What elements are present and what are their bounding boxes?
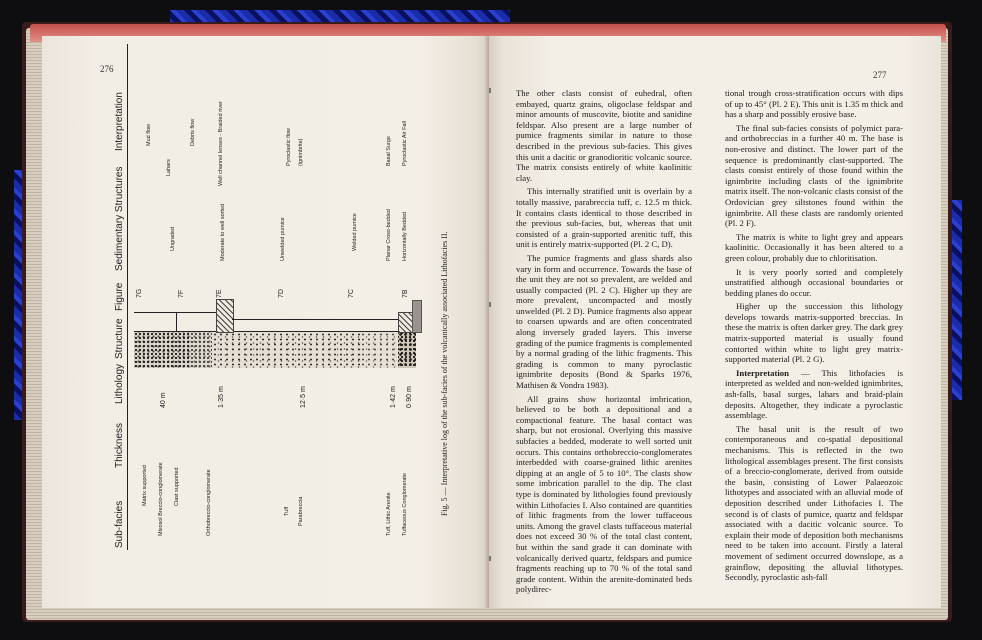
paragraph-text: The pumice fragments and glass shards also vary in form and occurrence. Towards the base of the unit they are not so prevalent, are welded and usually compacted (Pl. 2 C). Higher up they are more prevalent, uncompacted and mostly unwelded (Pl. 2 D). Pumice fragments also appear to coarsen upwards and are often concentrated along inversely graded layers. This inverse grading of the pumice fragments is complemented by a normal grading of the lithic fragments. This grading is common to many pyroclastic ignimbrite deposits (Bond & Sparks 1976, Mathisen & Vondra 1983). xyxy=(516,252,692,391)
right-page xyxy=(489,36,941,608)
figure-label-7e: 7E xyxy=(216,289,223,298)
paragraph xyxy=(725,301,903,365)
structure-cross-bedded xyxy=(216,299,234,333)
interp-mud-flow: Mud flow xyxy=(146,123,152,146)
paragraph xyxy=(725,368,903,421)
paragraph xyxy=(725,424,903,583)
thickness-1-35m: 1·35 m xyxy=(218,386,225,408)
lithology-breccio-conglomerate xyxy=(134,332,190,368)
interp-ignimbrite: (ignimbrite) xyxy=(298,138,304,166)
paragraph-text: This internally stratified unit is overlain by a totally massive, parabreccia tuff, c. 12.5 m thick. It contains clasts identical to those described in the previous sub-facies, but, whereas that unit consisted of a grain-supported arenitic tuff, this unit is entirely matrix-supported (Pl. 2 C, D). xyxy=(516,186,692,250)
structure-profile-3 xyxy=(176,312,216,313)
figure-label-7d: 7D xyxy=(278,289,285,298)
text-column-2 xyxy=(725,88,903,586)
figure-label-7g: 7G xyxy=(136,288,143,298)
header-lithology: Lithology xyxy=(114,363,125,404)
header-sedimentary-structures: Sedimentary Structures xyxy=(114,166,125,271)
thickness-1-42m: 1·42 m xyxy=(390,386,397,408)
figure-label-7c: 7C xyxy=(348,289,355,298)
figure-label-7f: 7F xyxy=(178,289,185,298)
subfacies-matrix-supported: Matrix supported xyxy=(142,465,148,506)
subfacies-mixosol-breccio: Mixosol Breccio-conglomerate xyxy=(158,462,164,536)
paragraph-text: The final sub-facies consists of polymict para- and orthobreccias in a further 40 m. The base is non-erosive and distinct. The lower part of the sequence is predominantly clast-supported. The clasts consist entirely of those found within the ignimbrite including clasts of the ignimbrite matrix itself. The non-volcanic clasts consist of the Ordovician grey siltstones found within the ignimbrite. All these clasts are randomly oriented (Pl. 2 F). xyxy=(725,122,903,229)
text-column-1 xyxy=(516,88,692,598)
header-figure: Figure xyxy=(114,282,125,311)
sed-planar-cross-bedded: Planar Cross-bedded xyxy=(386,209,392,261)
structure-air-fall xyxy=(412,300,422,333)
paragraph-text: tional trough cross-stratification occurs with dips of up to 45° (Pl. 2 E). This unit is 1.35 m thick and has a sharp and possibly erosive base. xyxy=(725,88,903,120)
paragraph-text: The matrix is white to light grey and appears kaolinitic. Occasionally it has been altered to a green colour, probably due to chloritisation. xyxy=(725,231,903,263)
structure-profile-4 xyxy=(232,319,398,320)
subfacies-tuff-lithic-arenite: Tuff, Lithic Arenite xyxy=(386,492,392,536)
lithology-lithic-arenite xyxy=(398,332,416,368)
header-thickness: Thickness xyxy=(114,422,125,468)
paragraph-lead: Interpretation xyxy=(736,367,789,378)
sed-unwelded-pumice: Unwelded pumice xyxy=(280,217,286,261)
paragraph xyxy=(516,394,692,595)
header-interpretation: Interpretation xyxy=(114,92,125,151)
subfacies-tuffaceous-conglomerate: Tuffaceous Conglomerate xyxy=(402,473,408,536)
interp-air-fall: Pyroclastic Air Fall xyxy=(402,121,408,166)
header-structure: Structure xyxy=(114,318,125,359)
interp-pyroclastic-flow: Pyroclastic flow xyxy=(286,128,292,166)
interp-lahars: Lahars xyxy=(166,159,172,176)
structure-profile-1 xyxy=(134,312,176,313)
lithology-tuff-parabreccia xyxy=(212,332,360,368)
lithology-tuff-lower xyxy=(360,332,398,368)
lithology-log-figure xyxy=(52,36,472,566)
paragraph xyxy=(725,88,903,120)
paragraph-text: — This lithofacies is interpreted as welded and non-welded ignimbrites, ash-falls, basal surges, lahars and braid-plain deposits. Altogether, they indicate a pyroclastic assemblage. xyxy=(725,367,903,421)
page-number-left: 276 xyxy=(100,64,114,74)
paragraph xyxy=(516,253,692,391)
page-mark xyxy=(489,556,491,561)
structure-profile-2 xyxy=(176,312,177,332)
paragraph xyxy=(516,88,692,183)
paragraph-text: The basal unit is the result of two contemporaneous and co-spatial depositional mechanisms. This is reflected in the two lithological assemblages present. The first consists of a breccio-conglomerate, derived from outside the basin, consisting of Lower Palaeozoic lithotypes and associated with an alluvial mode of deposition described under Lithofacies I. The second is of clasts of pumice, quartz and feldspar associated with a dacitic volcanic source. To explain their mode of deposition both mechanisms need to be taken into account. Firstly a lateral movement of sediment occurred downslope, as a grainflow, depositing the alluvial lithotypes. Secondly, pyroclastic ash-fall xyxy=(725,423,903,583)
sed-welded-pumice: Welded pumice xyxy=(352,213,358,251)
sed-moderate-well-sorted: Moderate to well sorted xyxy=(220,203,226,261)
left-page xyxy=(42,36,489,608)
subfacies-clast-supported: Clast supported xyxy=(174,467,180,506)
page-mark xyxy=(489,302,491,307)
paragraph-text: The other clasts consist of euhedral, often embayed, quartz grains, oligoclase feldspar and minor amounts of muscovite, biotite and sanidine feldspar. Also present are a large number of pumice fragments similar in nature to those described in the previous sub-facies. This gives this unit a dacitic or granodioritic volcanic source. The matrix consists entirely of white kaolinitic clay. xyxy=(516,88,692,183)
paragraph xyxy=(725,267,903,299)
thickness-40m: 40 m xyxy=(160,392,167,408)
subfacies-parabreccia: Parabreccia xyxy=(298,496,304,526)
sed-horizontally-bedded: Horizontally Bedded xyxy=(402,211,408,261)
thickness-0-90m: 0·90 m xyxy=(406,386,413,408)
interp-debris-flow: Debris flow xyxy=(190,118,196,146)
header-sub-facies: Sub-facies xyxy=(114,500,125,548)
lithology-orthobreccio xyxy=(190,332,212,368)
sed-ungraded: Ungraded xyxy=(170,226,176,251)
paragraph xyxy=(516,186,692,250)
paragraph xyxy=(725,123,903,229)
interp-braided-river: Well channel lenses - Braided river xyxy=(218,101,224,186)
subfacies-tuff: Tuff xyxy=(284,506,290,516)
page-number-right: 277 xyxy=(873,70,887,80)
header-rule xyxy=(127,44,128,550)
paragraph xyxy=(725,232,903,264)
paragraph-text: It is very poorly sorted and completely unstratified although occasional boundaries or bedding planes do occur. xyxy=(725,266,903,298)
thickness-12-5m: 12·5 m xyxy=(300,386,307,408)
paragraph-text: Higher up the succession this lithology develops towards matrix-supported breccias. In these the matrix is often darker grey. The dark grey matrix-supported material is usually found contorted within white to light grey matrix-supported material (Pl. 2 G). xyxy=(725,301,903,365)
figure-caption: Fig. 5 — Interpretative log of the sub-facies of the volcanically associated Lithofacies II. xyxy=(440,231,449,516)
paragraph-text: All grains show horizontal imbrication, believed to be both a depositional and a compactional feature. The basal contact was sharp, but not erosional. Overlying this massive subfacies a bedded, moderate to well sorted unit occurs. This contains orthobreccio-conglomerates interbedded with coarse-grained lithic arenites dipping at an angle of 5 to 10°. The clasts show some imbrication parallel to the dip. The clast type is dominated by lithologies found previously within Lithofacies I. Also contained are quantities of lithic fragments from the lower tuffaceous units. Among the gravel clasts tuffaceous material does not exceed 30 % of the total clast content, but within the sand grade it can dominate with volcanically derived quartz, feldspars and pumice fragments reaching up to 70 % of the total sand grade content. Within the arenite-dominated beds polydirec- xyxy=(516,393,692,595)
figure-label-7b: 7B xyxy=(402,289,409,298)
subfacies-orthobreccio: Orthobreccio-conglomerate xyxy=(206,469,212,536)
page-mark xyxy=(489,88,491,93)
interp-basal-surge: Basal Surge xyxy=(386,136,392,166)
